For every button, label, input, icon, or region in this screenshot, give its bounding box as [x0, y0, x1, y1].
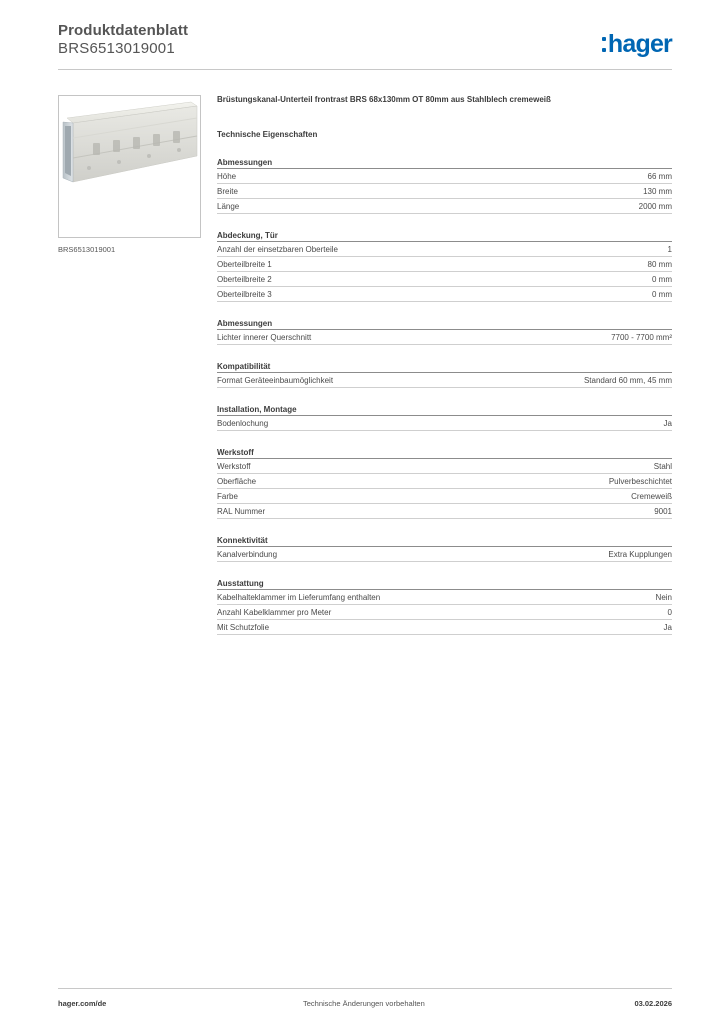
page-header [58, 22, 672, 70]
logo-dots-icon [602, 37, 606, 52]
property-value: Ja [663, 418, 672, 428]
property-value: 0 mm [652, 289, 672, 299]
property-value: 0 mm [652, 274, 672, 284]
property-row [217, 272, 672, 287]
property-row [217, 489, 672, 504]
property-label: Oberteilbreite 2 [217, 274, 272, 284]
property-label: Format Geräteeinbaumöglichkeit [217, 375, 334, 385]
property-label: Lichter innerer Querschnitt [217, 332, 312, 342]
property-section [217, 318, 672, 345]
property-row [217, 459, 672, 474]
property-section [217, 230, 672, 302]
property-value: 7700 - 7700 mm² [611, 332, 672, 342]
property-row [217, 416, 672, 431]
property-row [217, 504, 672, 519]
property-value: Ja [663, 622, 672, 632]
section-title: Abdeckung, Tür [217, 230, 672, 242]
property-label: Höhe [217, 171, 237, 181]
property-row [217, 184, 672, 199]
property-value: 130 mm [643, 186, 672, 196]
property-label: Werkstoff [217, 461, 251, 471]
hager-logo [602, 29, 672, 57]
section-title: Installation, Montage [217, 404, 672, 416]
image-caption: BRS6513019001 [58, 245, 116, 254]
property-label: Oberfläche [217, 476, 257, 486]
page-footer [58, 988, 672, 1008]
footer-website: hager.com/de [58, 999, 107, 1008]
section-title: Abmessungen [217, 318, 672, 330]
property-label: Farbe [217, 491, 238, 501]
property-section [217, 361, 672, 388]
technical-properties-heading: Technische Eigenschaften [217, 130, 318, 139]
property-section [217, 404, 672, 431]
property-section [217, 535, 672, 562]
document-title: Produktdatenblatt [58, 22, 189, 39]
property-row [217, 330, 672, 345]
properties-table [217, 157, 672, 635]
property-value: Nein [655, 592, 672, 602]
property-value: Pulverbeschichtet [608, 476, 672, 486]
product-content [217, 95, 672, 635]
property-value: Stahl [653, 461, 672, 471]
property-value: 66 mm [647, 171, 672, 181]
property-label: Anzahl der einsetzbaren Oberteile [217, 244, 338, 254]
property-row [217, 257, 672, 272]
section-title: Abmessungen [217, 157, 672, 169]
footer-disclaimer: Technische Änderungen vorbehalten [303, 999, 425, 1008]
property-row [217, 242, 672, 257]
property-row [217, 373, 672, 388]
footer-date: 03.02.2026 [634, 999, 672, 1008]
property-row [217, 620, 672, 635]
property-section [217, 157, 672, 214]
property-label: Anzahl Kabelklammer pro Meter [217, 607, 332, 617]
property-row [217, 169, 672, 184]
property-value: Extra Kupplungen [608, 549, 672, 559]
property-section [217, 447, 672, 519]
property-row [217, 287, 672, 302]
product-code: BRS6513019001 [58, 40, 175, 57]
property-label: Kabelhalteklammer im Lieferumfang enthalten [217, 592, 381, 602]
section-title: Konnektivität [217, 535, 672, 547]
property-row [217, 547, 672, 562]
property-label: RAL Nummer [217, 506, 266, 516]
property-section [217, 578, 672, 635]
property-value: 80 mm [647, 259, 672, 269]
property-row [217, 605, 672, 620]
property-label: Breite [217, 186, 238, 196]
property-label: Länge [217, 201, 240, 211]
property-value: 0 [667, 607, 672, 617]
property-value: Standard 60 mm, 45 mm [583, 375, 672, 385]
property-row [217, 199, 672, 214]
cable-duct-icon [59, 96, 200, 237]
property-label: Kanalverbindung [217, 549, 278, 559]
property-value: Cremeweiß [631, 491, 672, 501]
property-value: 1 [667, 244, 672, 254]
logo-text: hager [607, 30, 672, 58]
property-row [217, 590, 672, 605]
property-label: Bodenlochung [217, 418, 269, 428]
section-title: Werkstoff [217, 447, 672, 459]
property-value: 9001 [654, 506, 672, 516]
property-label: Oberteilbreite 3 [217, 289, 272, 299]
property-row [217, 474, 672, 489]
product-description: Brüstungskanal-Unterteil frontrast BRS 68x130mm OT 80mm aus Stahlblech cremeweiß [217, 95, 551, 104]
section-title: Ausstattung [217, 578, 672, 590]
property-label: Mit Schutzfolie [217, 622, 270, 632]
property-label: Oberteilbreite 1 [217, 259, 272, 269]
property-value: 2000 mm [638, 201, 672, 211]
product-image [58, 95, 201, 238]
section-title: Kompatibilität [217, 361, 672, 373]
